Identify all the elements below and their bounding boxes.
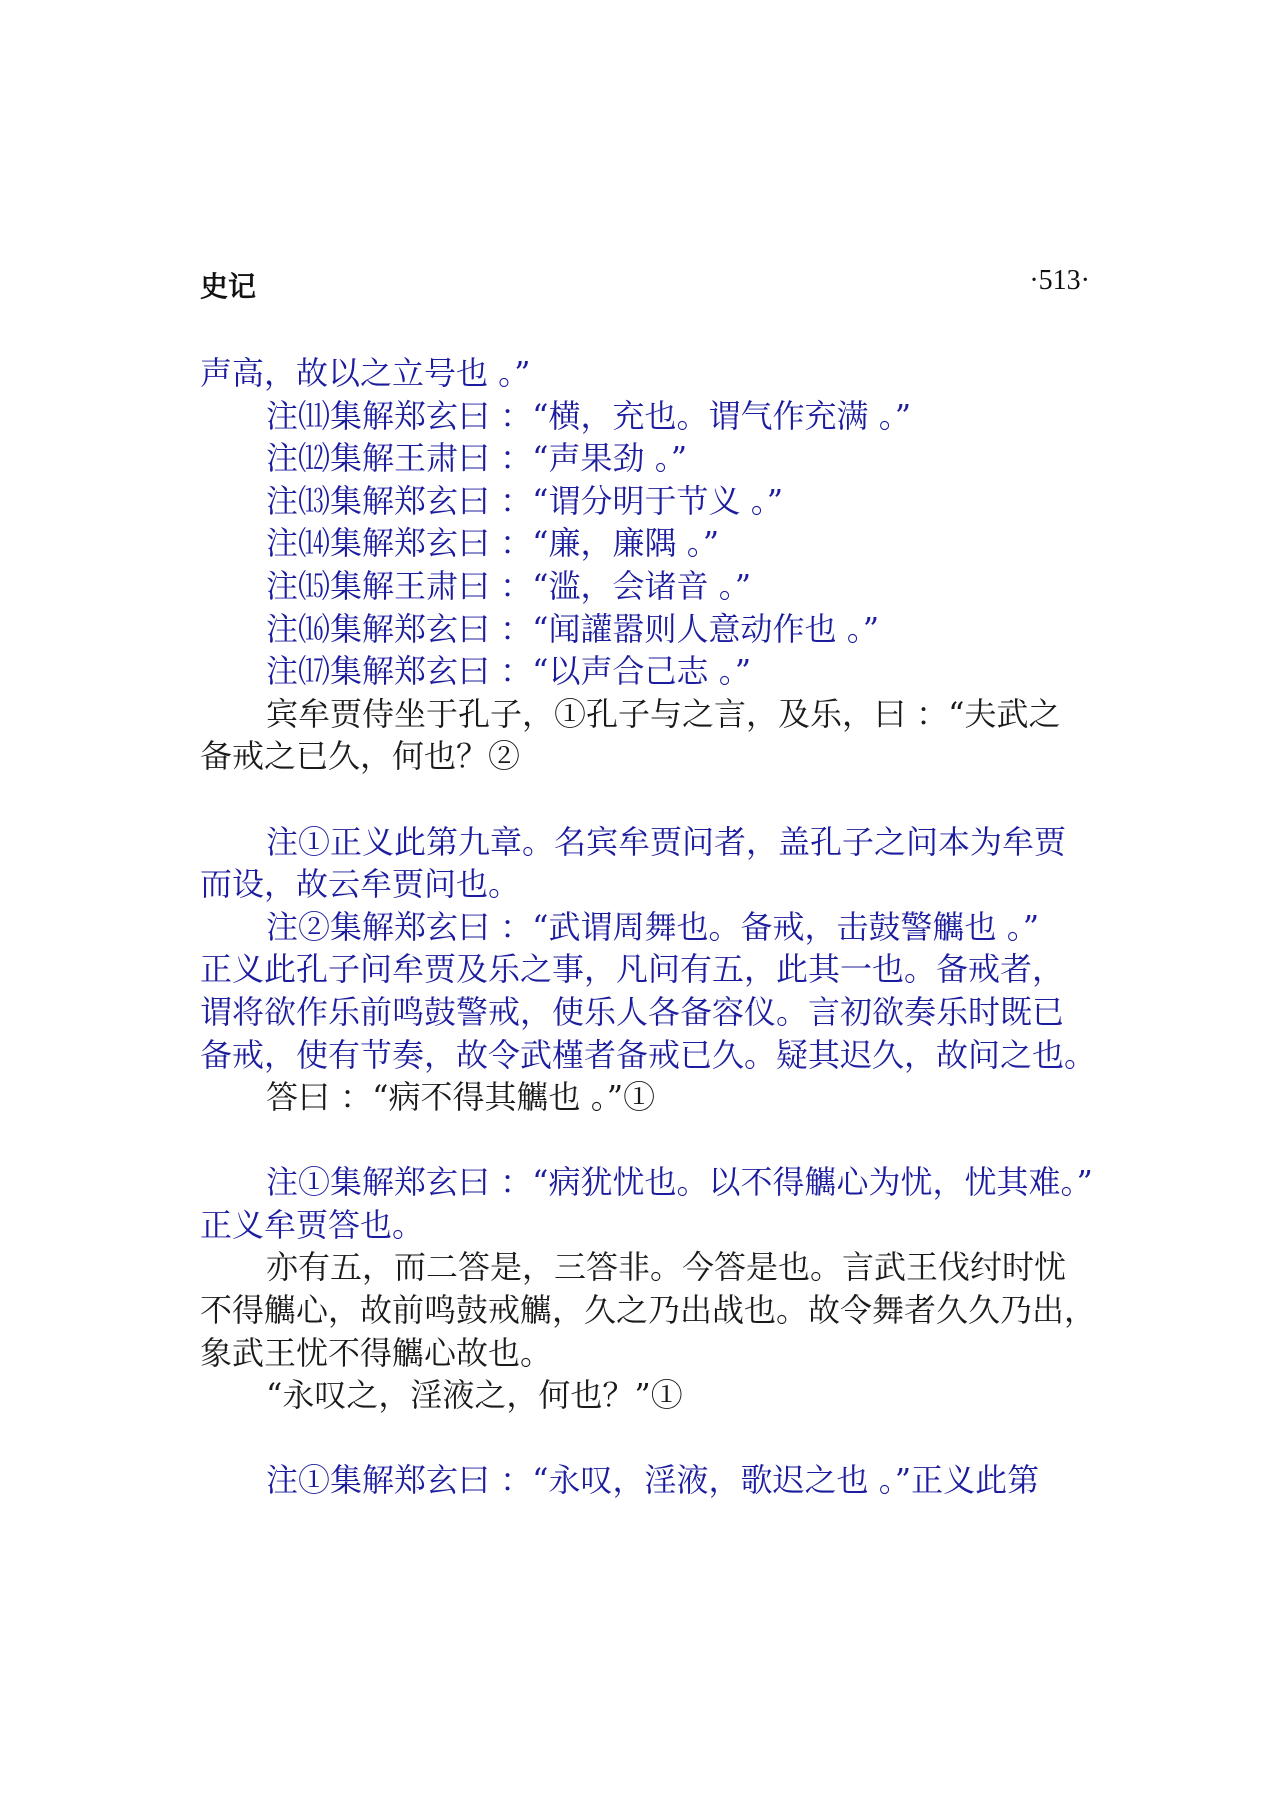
running-header xyxy=(200,265,1090,305)
text-line: 注⑿集解王肃曰 ：“声果劲 。” xyxy=(266,439,688,478)
book-title: 史记 xyxy=(200,270,257,303)
text-line: 注⒃集解郑玄曰 ：“闻讙嚣则人意动作也 。” xyxy=(266,609,880,648)
text-line: 象武王忧不得觽心故也。 xyxy=(200,1333,553,1372)
text-line: 亦有五，而二答是，三答非。今答是也。言武王伐纣时忧 xyxy=(266,1248,1067,1287)
text-line: 正义此孔子问牟贾及乐之事，凡问有五，此其一也。备戒者， xyxy=(200,950,1065,989)
text-line: “永叹之，淫液之，何也？”① xyxy=(266,1376,683,1415)
page-number: ·513· xyxy=(1029,265,1090,296)
blank-line xyxy=(200,778,1100,821)
text-line: 注⒄集解郑玄曰 ：“以声合己志 。” xyxy=(266,652,752,691)
text-line: 注①集解郑玄曰 ：“病犹忧也。以不得觽心为忧，忧其难。” xyxy=(266,1163,1093,1202)
text-line: 正义牟贾答也。 xyxy=(200,1205,425,1244)
text-line: 注②集解郑玄曰 ：“武谓周舞也。备戒，击鼓警觽也 。” xyxy=(266,907,1040,946)
text-line: 注⒁集解郑玄曰 ：“廉，廉隅 。” xyxy=(266,524,720,563)
blank-line xyxy=(200,1119,1100,1162)
text-line: 注⒂集解王肃曰 ：“滥，会诸音 。” xyxy=(266,566,752,605)
text-line: 注①正义此第九章。名宾牟贾问者，盖孔子之问本为牟贾 xyxy=(266,822,1067,861)
text-line: 而设，故云牟贾问也。 xyxy=(200,865,521,904)
text-line: 答曰 ：“病不得其觽也 。”① xyxy=(266,1078,656,1117)
text-line: 声高，故以之立号也 。” xyxy=(200,354,531,392)
text-line: 注⑾集解郑玄曰 ：“横，充也。谓气作充满 。” xyxy=(266,396,912,435)
text-line: 注⒀集解郑玄曰 ：“谓分明于节义 。” xyxy=(266,481,784,520)
blank-line xyxy=(200,1417,1100,1460)
text-line: 注①集解郑玄曰 ：“永叹，淫液，歌迟之也 。”正义此第 xyxy=(266,1461,1040,1500)
text-line: 不得觽心，故前鸣鼓戒觽，久之乃出战也。故令舞者久久乃出， xyxy=(200,1291,1097,1330)
text-line: 谓将欲作乐前鸣鼓警戒，使乐人各备容仪。言初欲奏乐时既已 xyxy=(200,992,1065,1031)
text-line: 备戒之已久，何也？② xyxy=(200,737,521,776)
text-body xyxy=(200,352,1100,1502)
text-line: 宾牟贾侍坐于孔子，①孔子与之言，及乐，曰 ：“夫武之 xyxy=(266,694,1061,733)
text-line: 备戒，使有节奏，故令武槿者备戒已久。疑其迟久，故问之也。 xyxy=(200,1035,1097,1074)
